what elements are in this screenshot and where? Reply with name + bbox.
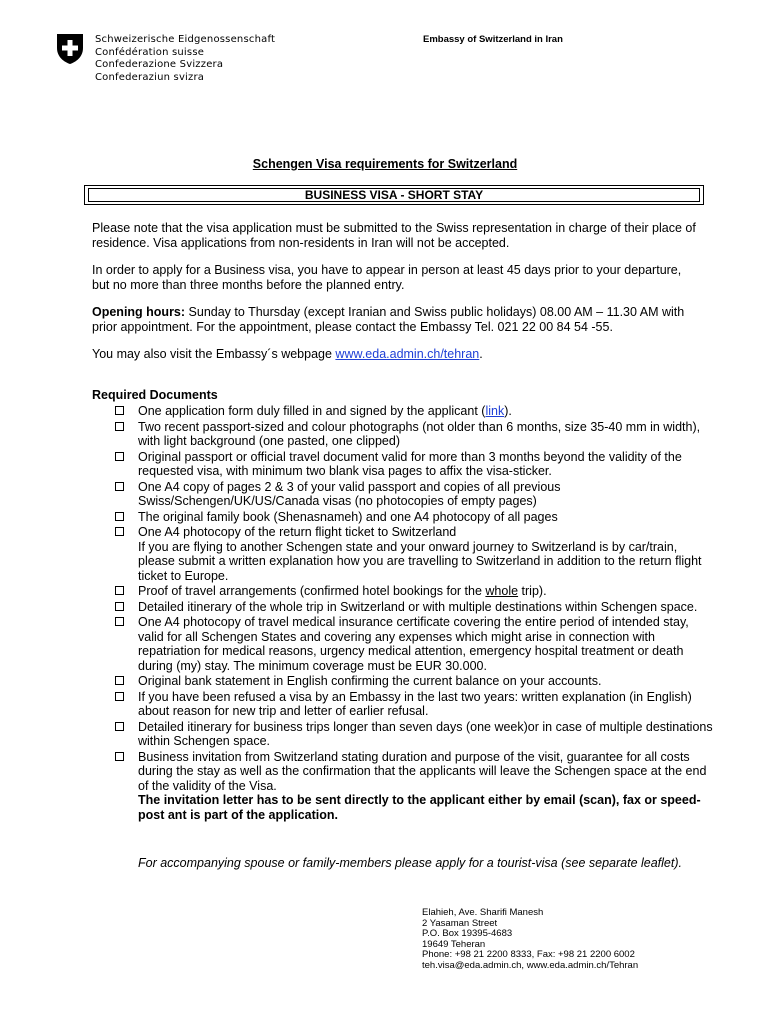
item-text: The original family book (Shenasnameh) and one A4 photocopy of all pages: [138, 509, 558, 524]
address-phone: Phone: +98 21 2200 8333, Fax: +98 21 2200 6002: [422, 949, 635, 960]
item-text: One A4 photocopy of the return flight ticket to Switzerland: [138, 525, 457, 539]
intro-paragraph-1: Please note that the visa application must be submitted to the Swiss representation in charge of their place of residence. Visa applications from non-residents in Iran will not be accepted.: [92, 221, 696, 250]
opening-hours-label: Opening hours:: [92, 305, 186, 319]
list-item: [115, 480, 715, 509]
list-item: [115, 510, 715, 525]
confederation-line-rm: Confederaziun svizra: [95, 71, 205, 83]
checkbox[interactable]: [115, 452, 124, 461]
item-text: Original passport or official travel document valid for more than 3 months beyond the validity of the requested visa, with minimum two blank visa pages to affix the visa-sticker.: [138, 449, 682, 478]
checkbox[interactable]: [115, 586, 124, 595]
family-members-note: For accompanying spouse or family-members please apply for a tourist-visa (see separate leaflet).: [138, 856, 682, 870]
confederation-names: [95, 34, 275, 84]
checkbox[interactable]: [115, 676, 124, 685]
item-text: Original bank statement in English confirming the current balance on your accounts.: [138, 674, 602, 688]
checkbox[interactable]: [115, 512, 124, 521]
list-item: [115, 404, 715, 419]
confederation-line-fr: Confédération suisse: [95, 46, 205, 58]
required-documents-list: [115, 404, 715, 823]
invitation-letter-note: The invitation letter has to be sent directly to the applicant either by email (scan), fax or speed-post ant is part of the application.: [138, 793, 701, 822]
item-text-end: trip).: [518, 584, 547, 598]
checkbox[interactable]: [115, 617, 124, 626]
checkbox[interactable]: [115, 527, 124, 536]
checkbox[interactable]: [115, 692, 124, 701]
list-item: [115, 525, 715, 583]
intro-paragraph-2: In order to apply for a Business visa, you have to appear in person at least 45 days prior to your departure, but no more than three months before the planned entry.: [92, 263, 682, 292]
confederation-line-de: Schweizerische Eidgenossenschaft: [95, 34, 276, 45]
list-item: [115, 420, 715, 449]
item-text: One A4 photocopy of travel medical insurance certificate covering the entire period of intended stay, valid for all Schengen States and covering any expenses which might arise in connection with repatriation for medical reasons, urgency medical attention, emergency hospital treatment or death during (my) stay. The minimum coverage must be EUR 30.000.: [138, 615, 689, 673]
webpage-text: You may also visit the Embassy´s webpage: [92, 347, 336, 361]
address-line: P.O. Box 19395-4683: [422, 928, 513, 939]
list-item: [115, 600, 715, 615]
list-item: [115, 674, 715, 689]
item-text: Proof of travel arrangements (confirmed hotel bookings for the: [138, 584, 486, 598]
list-item: [115, 720, 715, 749]
application-form-link[interactable]: link: [485, 404, 505, 418]
webpage-end: .: [479, 347, 483, 361]
list-item: [115, 615, 715, 673]
list-item: [115, 690, 715, 719]
webpage-paragraph: [92, 347, 702, 362]
item-text: Business invitation from Switzerland stating duration and purpose of the visit, guarantee for all costs during the stay as well as the confirmation that the applicants will leave the Schengen space at the end of the validity of the Visa.: [138, 749, 707, 793]
list-item: [115, 584, 715, 599]
list-item: [115, 450, 715, 479]
item-emphasis: whole: [485, 584, 519, 598]
item-text: If you have been refused a visa by an Embassy in the last two years: written explanation (in English) about reason for new trip and letter of earlier refusal.: [138, 689, 692, 718]
address-line: Elahieh, Ave. Sharifi Manesh: [422, 907, 544, 918]
item-text: Two recent passport-sized and colour photographs (not older than 6 months, size 35-40 mm in width), with light background (one pasted, one clipped): [138, 419, 701, 448]
list-item: [115, 750, 715, 823]
confederation-line-it: Confederazione Svizzera: [95, 59, 224, 70]
document-title: Schengen Visa requirements for Switzerland: [252, 157, 518, 171]
address-line: 2 Yasaman Street: [422, 917, 498, 929]
checkbox[interactable]: [115, 752, 124, 761]
checkbox[interactable]: [115, 722, 124, 731]
item-note: If you are flying to another Schengen state and your onward journey to Switzerland is by car/train, please submit a written explanation how you are travelling to Switzerland in addition to the return flight ticket to Europe.: [138, 539, 702, 583]
visa-type-label: BUSINESS VISA - SHORT STAY: [88, 188, 700, 202]
swiss-coat-of-arms-logo: [56, 33, 84, 65]
address-contact: teh.visa@eda.admin.ch, www.eda.admin.ch/Tehran: [422, 959, 639, 971]
opening-hours-text: Sunday to Thursday (except Iranian and Swiss public holidays) 08.00 AM – 11.30 AM with prior appointment. For the appointment, please contact the Embassy Tel. 021 22 00 84 54 -55.: [92, 305, 685, 334]
embassy-webpage-link[interactable]: www.eda.admin.ch/tehran: [335, 347, 480, 361]
address-line: 19649 Teheran: [422, 938, 486, 950]
checkbox[interactable]: [115, 602, 124, 611]
checkbox[interactable]: [115, 482, 124, 491]
visa-type-box: [84, 185, 704, 205]
item-text-end: ).: [504, 404, 512, 418]
item-text: Detailed itinerary of the whole trip in Switzerland or with multiple destinations within Schengen space.: [138, 599, 698, 614]
checkbox[interactable]: [115, 406, 124, 415]
embassy-address: [422, 908, 638, 971]
item-text: One A4 copy of pages 2 & 3 of your valid passport and copies of all previous Swiss/Schengen/UK/US/Canada visas (no photocopies of empty pages): [138, 479, 561, 508]
item-text: One application form duly filled in and signed by the applicant (: [138, 404, 486, 418]
checkbox[interactable]: [115, 422, 124, 431]
opening-hours-paragraph: [92, 305, 702, 334]
embassy-header: Embassy of Switzerland in Iran: [423, 34, 563, 45]
item-text: Detailed itinerary for business trips longer than seven days (one week)or in case of multiple destinations within Schengen space.: [138, 719, 713, 748]
required-documents-title: Required Documents: [92, 388, 218, 402]
